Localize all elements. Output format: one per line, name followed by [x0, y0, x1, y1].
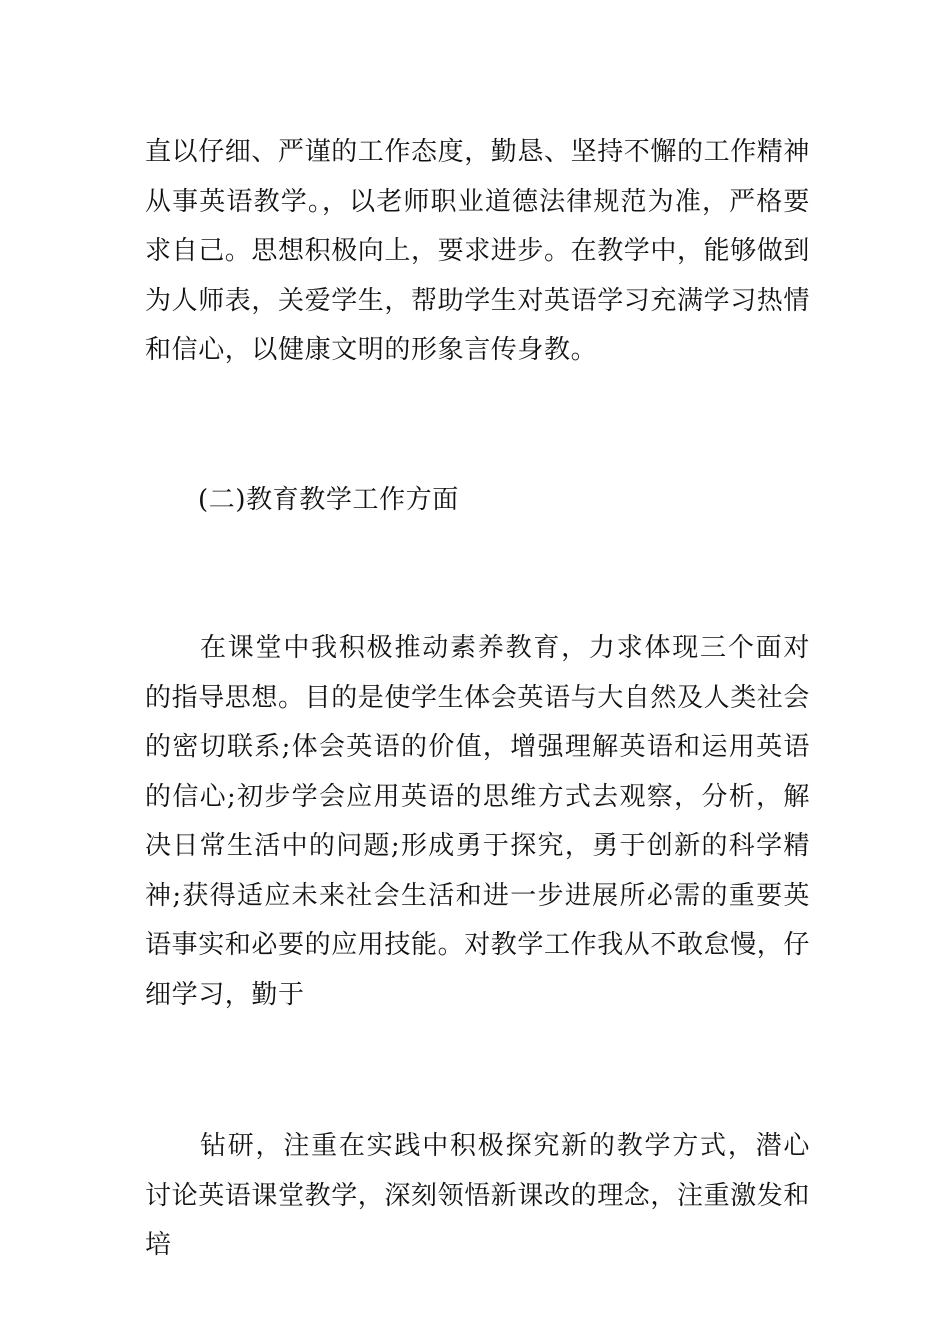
paragraph-2: 在课堂中我积极推动素养教育，力求体现三个面对的指导思想。目的是使学生体会英语与大自然及人类社会的密切联系;体会英语的价值，增强理解英语和运用英语的信心;初步学会应用英语的思维方式去观察，分析，解决日常生活中的问题;形成勇于探究，勇于创新的科学精神;获得适应未来社会生活和进一步进展所必需的重要英语事实和必要的应用技能。对教学工作我从不敢怠慢，仔细学习，勤于 — [145, 633, 811, 1010]
section-heading: (二)教育教学工作方面 — [198, 485, 459, 515]
paragraph-1: 直以仔细、严谨的工作态度，勤恳、坚持不懈的工作精神从事英语教学。，以老师职业道德法律规范为准，严格要求自己。思想积极向上，要求进步。在教学中，能够做到为人师表，关爱学生，帮助学生对英语学习充满学习热情和信心，以健康文明的形象言传身教。 — [145, 137, 811, 365]
paragraph-3: 钻研，注重在实践中积极探究新的教学方式，潜心讨论英语课堂教学，深刻领悟新课改的理念，注重激发和培 — [145, 1131, 811, 1260]
